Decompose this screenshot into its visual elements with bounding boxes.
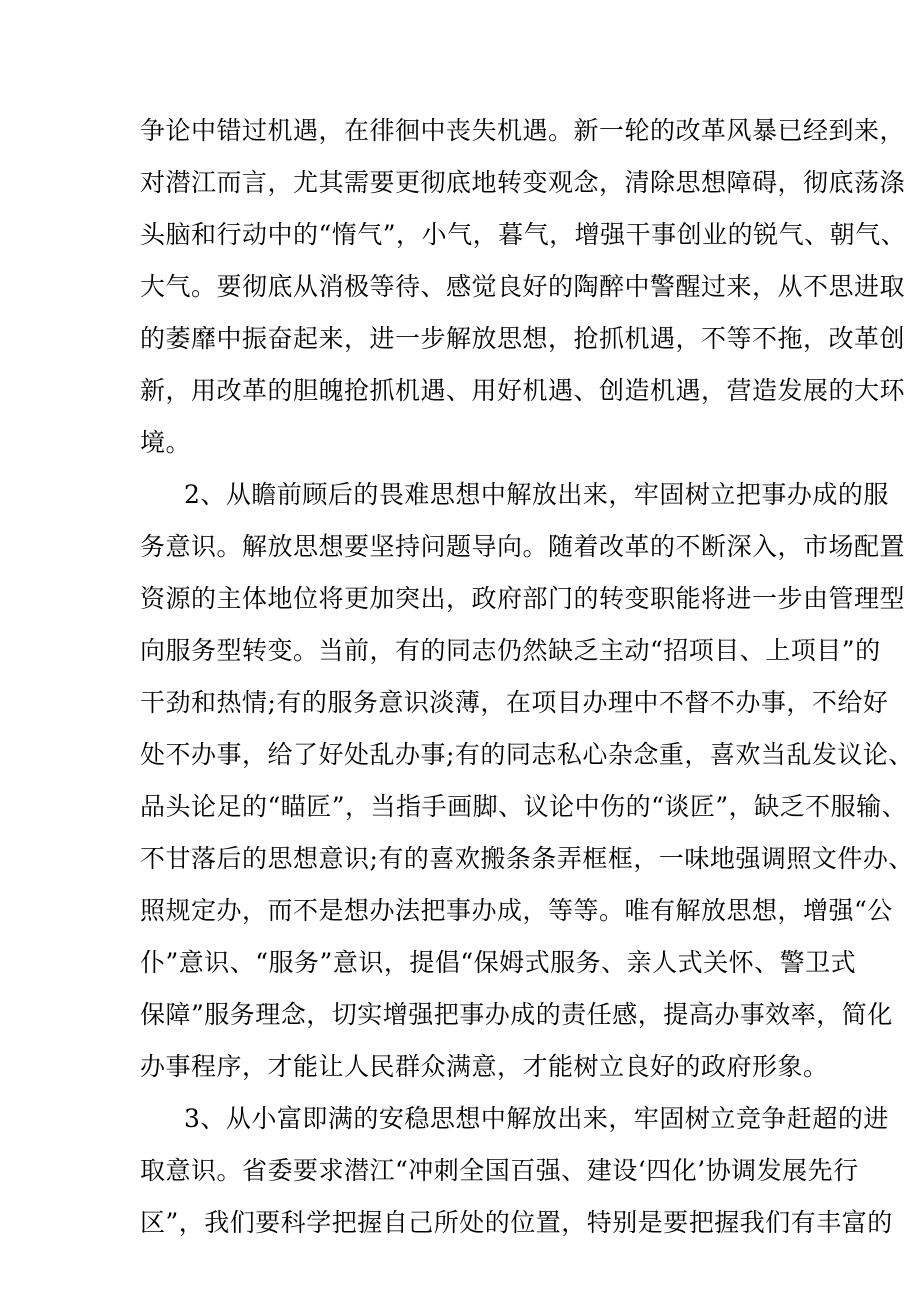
text-line: 办事程序，才能让人民群众满意，才能树立良好的政府形象。: [140, 1052, 829, 1081]
text-line: 仆”意识、“服务”意识，提倡“保姆式服务、亲人式关怀、警卫式: [140, 948, 857, 977]
text-line: 区”，我们要科学把握自己所处的位置，特别是要把握我们有丰富的: [140, 1208, 893, 1237]
text-line: 争论中错过机遇，在徘徊中丧失机遇。新一轮的改革风暴已经到来，: [140, 116, 906, 145]
text-line: 保障”服务理念，切实增强把事办成的责任感，提高办事效率，简化: [140, 1000, 893, 1029]
text-line: 资源的主体地位将更加突出，政府部门的转变职能将进一步由管理型: [140, 584, 906, 613]
text-line: 头脑和行动中的“惰气”，小气，暮气，增强干事创业的锐气、朝气、: [140, 220, 907, 249]
text-line: 2、从瞻前顾后的畏难思想中解放出来，牢固树立把事办成的服: [184, 480, 889, 509]
text-line: 处不办事，给了好处乱办事;有的同志私心杂念重，喜欢当乱发议论、: [140, 740, 914, 769]
text-line: 向服务型转变。当前，有的同志仍然缺乏主动“招项目、上项目”的: [140, 636, 881, 665]
text-line: 不甘落后的思想意识;有的喜欢搬条条弄框框，一味地强调照文件办、: [140, 844, 914, 873]
text-line: 新，用改革的胆魄抢抓机遇、用好机遇、创造机遇，营造发展的大环: [140, 376, 906, 405]
text-line: 品头论足的“瞄匠”，当指手画脚、议论中伤的“谈匠”，缺乏不服输、: [140, 792, 908, 821]
text-line: 干劲和热情;有的服务意识淡薄，在项目办理中不督不办事，不给好: [140, 688, 889, 717]
text-line: 境。: [140, 428, 192, 457]
text-line: 务意识。解放思想要坚持问题导向。随着改革的不断深入，市场配置: [140, 532, 906, 561]
text-line: 3、从小富即满的安稳思想中解放出来，牢固树立竞争赶超的进: [184, 1104, 889, 1133]
text-line: 的萎靡中振奋起来，进一步解放思想，抢抓机遇，不等不拖，改革创: [140, 324, 906, 353]
text-line: 照规定办，而不是想办法把事办成，等等。唯有解放思想，增强“公: [140, 896, 893, 925]
text-line: 取意识。省委要求潜江“冲刺全国百强、建设‘四化’协调发展先行: [140, 1156, 859, 1185]
text-line: 大气。要彻底从消极等待、感觉良好的陶醉中警醒过来，从不思进取: [140, 272, 906, 301]
text-line: 对潜江而言，尤其需要更彻底地转变观念，清除思想障碍，彻底荡涤: [140, 168, 906, 197]
